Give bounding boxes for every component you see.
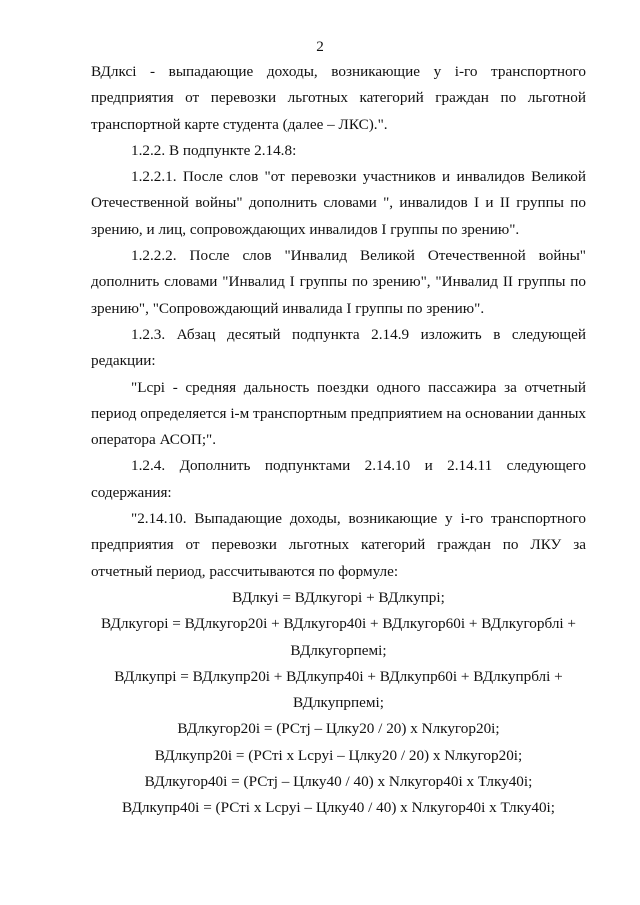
paragraph-lsr-definition: "Lсрi - средняя дальность поездки одного пассажира за отчетный период определяется i-м транспортным предприятием на основании данных оператора АСОП;". [91, 378, 586, 449]
formula-vdlkugor20: ВДлкугор20i = (РСтj – Цлку20 / 20) x Nлкугор20i; [177, 720, 500, 738]
formula-vdlkupr20: ВДлкупр20i = (РСтi x Lсрyi – Цлку20 / 20) x Nлкугор20i; [154, 746, 523, 764]
formula-vdlkupr: ВДлкупрi = ВДлкупр20i + ВДлкупр40i + ВДлкупр60i + ВДлкупрблi + ВДлкупрпемi; [114, 667, 563, 712]
formula-vdlku: ВДлкуi = ВДлкугорi + ВДлкупрi; [232, 588, 445, 606]
formula-vdlkupr40: ВДлкупр40i = (РСтi x Lсрyi – Цлку40 / 40) x Nлкугор40i x Тлку40i; [122, 799, 555, 817]
paragraph-1-2-2-2: 1.2.2.2. После слов "Инвалид Великой Отечественной войны" дополнить словами "Инвалид I группы по зрению", "Инвалид II группы по зрению", "Сопровождающий инвалида I группы по зрению". [91, 247, 586, 317]
page-number: 2 [316, 38, 324, 55]
paragraph-2-14-10: "2.14.10. Выпадающие доходы, возникающие у i-го транспортного предприятия от перевозки льготных категорий граждан по ЛКУ за отчетный период, рассчитываются по формуле: [91, 510, 586, 580]
paragraph-1-2-2-1: 1.2.2.1. После слов "от перевозки участников и инвалидов Великой Отечественной войны" дополнить словами ", инвалидов I и II группы по зрению, и лиц, сопровождающих инвалидов I группы по зрению". [91, 168, 586, 238]
document-body [91, 59, 586, 822]
paragraph-1-2-4: 1.2.4. Дополнить подпунктами 2.14.10 и 2.14.11 следующего содержания: [91, 457, 586, 501]
formula-vdlkugor: ВДлкугорi = ВДлкугор20i + ВДлкугор40i + ВДлкугор60i + ВДлкугорблi + ВДлкугорпемi; [100, 615, 576, 659]
paragraph-1-2-2: 1.2.2. В подпункте 2.14.8: [131, 141, 297, 159]
paragraph-1-2-3: 1.2.3. Абзац десятый подпункта 2.14.9 изложить в следующей редакции: [91, 325, 586, 370]
paragraph-vdlks-definition: ВДлксi - выпадающие доходы, возникающие у i-го транспортного предприятия от перевозки льготных категорий граждан по льготной транспортной карте студента (далее – ЛКС).". [91, 63, 586, 133]
formula-vdlkugor40: ВДлкугор40i = (РСтj – Цлку40 / 40) x Nлкугор40i x Тлку40i; [144, 773, 533, 791]
